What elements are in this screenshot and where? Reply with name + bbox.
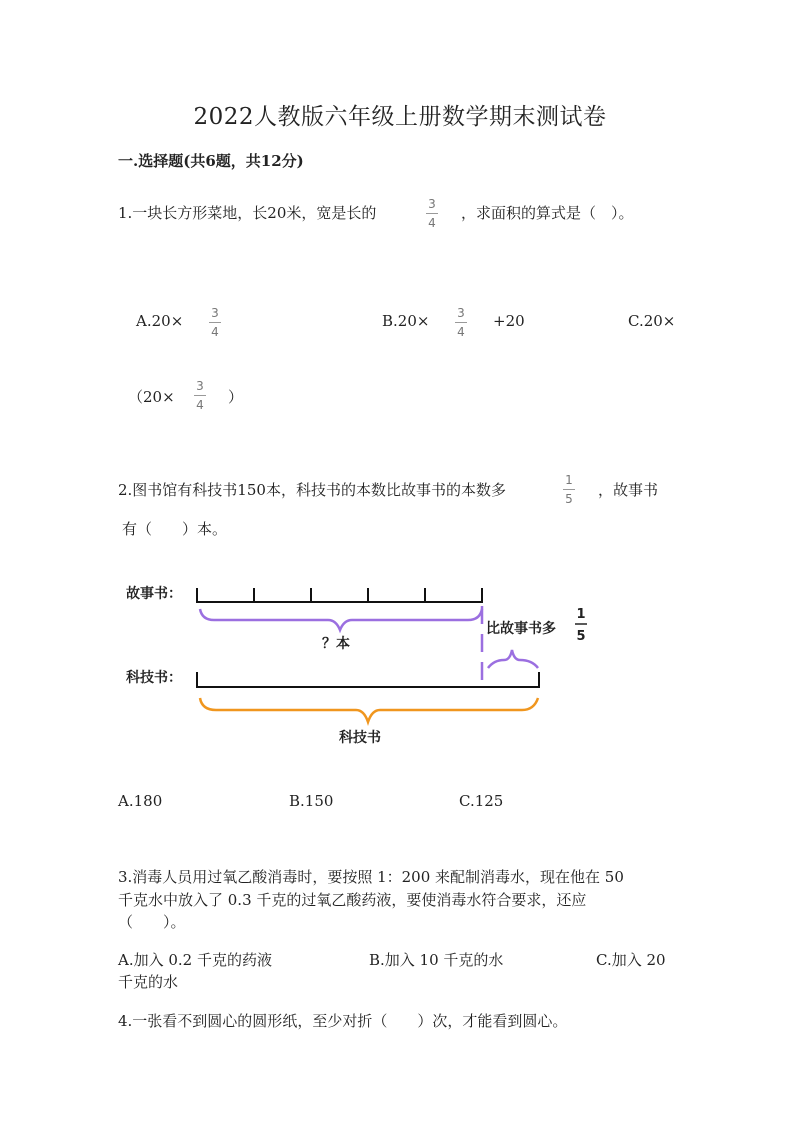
page-title: 2022人教版六年级上册数学期末测试卷 — [193, 104, 607, 130]
q3-stem-line2: 千克水中放入了 0.3 千克的过氧乙酸药液，要使消毒水符合要求，还应 — [118, 891, 587, 909]
q3-stem-line1: 3.消毒人员用过氧乙酸消毒时，要按照 1：200 来配制消毒水，现在他在 50 — [118, 868, 624, 886]
fraction-numerator: 3 — [457, 306, 465, 320]
fraction-denominator: 4 — [457, 325, 465, 339]
q1-stem-end: ，求面积的算式是（ ）。 — [461, 204, 634, 222]
q4-stem: 4.一张看不到圆心的圆形纸，至少对折（ ）次，才能看到圆心。 — [118, 1012, 568, 1030]
fraction-numerator: 1 — [565, 473, 573, 487]
q3-option-b[interactable]: B.加入 10 千克的水 — [369, 951, 504, 969]
more-fraction-numerator: 1 — [576, 607, 586, 622]
q2-stem-start: 2.图书馆有科技书150本，科技书的本数比故事书的本数多 — [118, 481, 506, 499]
more-label: 比故事书多 — [486, 621, 556, 637]
more-brace — [488, 650, 538, 668]
q1-option-a[interactable]: A.20× — [136, 312, 184, 330]
q2-option-a[interactable]: A.180 — [118, 792, 163, 810]
q3-stem-line3: （ ）。 — [118, 913, 186, 931]
fraction-numerator: 3 — [196, 379, 204, 393]
q1-stem-start: 1.一块长方形菜地，长20米，宽是长的 — [118, 204, 377, 222]
fraction-denominator: 5 — [565, 492, 573, 506]
q2-option-b[interactable]: B.150 — [289, 792, 334, 810]
q2-option-c[interactable]: C.125 — [459, 792, 504, 810]
section-heading: 一.选择题(共6题，共12分) — [118, 152, 304, 170]
tech-book-brace — [200, 698, 538, 722]
q1-fraction-numerator: 3 — [428, 197, 436, 211]
fraction-denominator: 4 — [196, 398, 204, 412]
q1-fraction-denominator: 4 — [428, 216, 436, 230]
q2-stem-line2: 有（ ）本。 — [122, 520, 228, 538]
q2-stem-end: ，故事书 — [598, 481, 659, 499]
q1-option-c-line2-start: （20× — [128, 388, 175, 406]
more-fraction-denominator: 5 — [576, 629, 586, 644]
q3-option-a[interactable]: A.加入 0.2 千克的药液 — [118, 951, 272, 969]
tech-book-label: 科技书： — [126, 670, 182, 686]
q1-option-c-line2-end: ） — [228, 388, 244, 406]
story-book-caption: ？本 — [322, 636, 350, 652]
fraction-denominator: 4 — [211, 325, 219, 339]
q1-option-c[interactable]: C.20× — [628, 312, 676, 330]
q3-option-c[interactable]: C.加入 20 — [596, 951, 666, 969]
tech-book-caption: 科技书 — [339, 730, 381, 746]
fraction-numerator: 3 — [211, 306, 219, 320]
q3-option-c-line2: 千克的水 — [118, 973, 179, 991]
q1-option-b-tail: +20 — [493, 312, 525, 330]
story-book-label: 故事书： — [126, 586, 182, 602]
story-book-brace — [200, 609, 482, 630]
q1-option-b[interactable]: B.20× — [382, 312, 430, 330]
